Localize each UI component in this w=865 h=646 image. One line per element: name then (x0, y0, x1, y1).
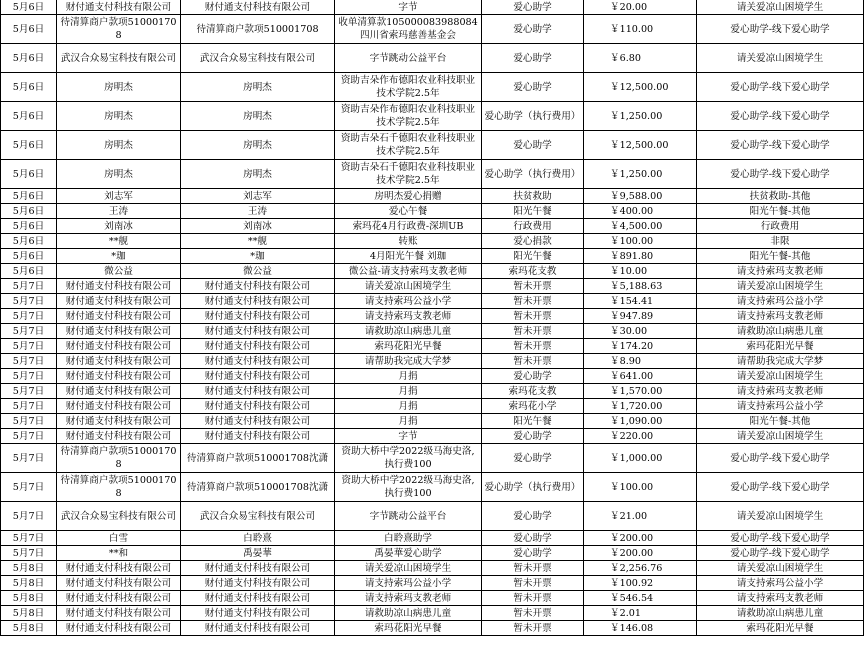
project-cell: 请关爱凉山困境学生 (697, 0, 864, 15)
date-cell: 5月7日 (1, 546, 57, 561)
category-cell: 暂未开票 (482, 576, 584, 591)
payer-cell: 财付通支付科技有限公司 (57, 591, 181, 606)
table-row (1, 160, 864, 189)
purpose-cell: 收单清算款105000083988084四川省索玛慈善基金会 (335, 15, 482, 44)
donor-cell: 财付通支付科技有限公司 (181, 309, 335, 324)
table-row (1, 444, 864, 473)
category-cell: 暂未开票 (482, 621, 584, 636)
table-row (1, 309, 864, 324)
date-cell: 5月7日 (1, 473, 57, 502)
project-cell: 请支持索玛支教老师 (697, 309, 864, 324)
category-cell: 暂未开票 (482, 309, 584, 324)
category-cell: 阳光午餐 (482, 249, 584, 264)
project-cell: 爱心助学-线下爱心助学 (697, 160, 864, 189)
amount-cell: ￥2.01 (584, 606, 697, 621)
project-cell: 请关爱凉山困境学生 (697, 44, 864, 73)
donor-cell: 武汉合众易宝科技有限公司 (181, 44, 335, 73)
category-cell: 爱心助学 (482, 44, 584, 73)
donor-cell: 白聆熹 (181, 531, 335, 546)
category-cell: 爱心助学 (482, 0, 584, 15)
payer-cell: 待清算商户款项510001708 (57, 15, 181, 44)
purpose-cell: 月捐 (335, 399, 482, 414)
payer-cell: 武汉合众易宝科技有限公司 (57, 44, 181, 73)
project-cell: 请帮助我完成大学梦 (697, 354, 864, 369)
amount-cell: ￥21.00 (584, 502, 697, 531)
date-cell: 5月6日 (1, 160, 57, 189)
table-row (1, 429, 864, 444)
date-cell: 5月8日 (1, 591, 57, 606)
date-cell: 5月8日 (1, 576, 57, 591)
payer-cell: 待清算商户款项510001708 (57, 444, 181, 473)
donor-cell: 微公益 (181, 264, 335, 279)
purpose-cell: 请支持索玛支教老师 (335, 591, 482, 606)
donor-cell: 财付通支付科技有限公司 (181, 294, 335, 309)
date-cell: 5月7日 (1, 444, 57, 473)
amount-cell: ￥400.00 (584, 204, 697, 219)
table-row (1, 369, 864, 384)
category-cell: 暂未开票 (482, 606, 584, 621)
payer-cell: 财付通支付科技有限公司 (57, 279, 181, 294)
category-cell: 爱心助学（执行费用） (482, 160, 584, 189)
category-cell: 爱心助学 (482, 546, 584, 561)
amount-cell: ￥8.90 (584, 354, 697, 369)
category-cell: 爱心助学 (482, 429, 584, 444)
amount-cell: ￥6.80 (584, 44, 697, 73)
amount-cell: ￥1,250.00 (584, 160, 697, 189)
donor-cell: 财付通支付科技有限公司 (181, 0, 335, 15)
purpose-cell: 索玛花4月行政费-深圳UB (335, 219, 482, 234)
amount-cell: ￥1,000.00 (584, 444, 697, 473)
amount-cell: ￥1,570.00 (584, 384, 697, 399)
project-cell: 爱心助学-线下爱心助学 (697, 473, 864, 502)
date-cell: 5月8日 (1, 561, 57, 576)
donor-cell: 财付通支付科技有限公司 (181, 591, 335, 606)
project-cell: 爱心助学-线下爱心助学 (697, 444, 864, 473)
table-row (1, 561, 864, 576)
date-cell: 5月6日 (1, 131, 57, 160)
amount-cell: ￥30.00 (584, 324, 697, 339)
donor-cell: 禹晏華 (181, 546, 335, 561)
purpose-cell: 资助大桥中学2022级马海史洛,执行费100 (335, 444, 482, 473)
amount-cell: ￥220.00 (584, 429, 697, 444)
donor-cell: 房明杰 (181, 102, 335, 131)
payer-cell: 财付通支付科技有限公司 (57, 309, 181, 324)
payer-cell: **和 (57, 546, 181, 561)
table-row (1, 384, 864, 399)
purpose-cell: 资助吉朵石千德阳农业科技职业技术学院2.5年 (335, 160, 482, 189)
project-cell: 索玛花阳光早餐 (697, 621, 864, 636)
purpose-cell: 转账 (335, 234, 482, 249)
date-cell: 5月7日 (1, 324, 57, 339)
project-cell: 爱心助学-线下爱心助学 (697, 531, 864, 546)
table-row (1, 606, 864, 621)
donor-cell: 财付通支付科技有限公司 (181, 354, 335, 369)
date-cell: 5月7日 (1, 309, 57, 324)
donor-cell: *珈 (181, 249, 335, 264)
purpose-cell: 字节跳动公益平台 (335, 44, 482, 73)
purpose-cell: 资助吉朵作布德阳农业科技职业技术学院2.5年 (335, 102, 482, 131)
donor-cell: 财付通支付科技有限公司 (181, 369, 335, 384)
date-cell: 5月7日 (1, 294, 57, 309)
donor-cell: 房明杰 (181, 160, 335, 189)
purpose-cell: 4月阳光午餐 刘珈 (335, 249, 482, 264)
table-row (1, 73, 864, 102)
table-row (1, 502, 864, 531)
table-row (1, 0, 864, 15)
payer-cell: 武汉合众易宝科技有限公司 (57, 502, 181, 531)
purpose-cell: 字节 (335, 429, 482, 444)
amount-cell: ￥5,188.63 (584, 279, 697, 294)
date-cell: 5月7日 (1, 339, 57, 354)
amount-cell: ￥10.00 (584, 264, 697, 279)
payer-cell: 财付通支付科技有限公司 (57, 294, 181, 309)
amount-cell: ￥12,500.00 (584, 131, 697, 160)
amount-cell: ￥9,588.00 (584, 189, 697, 204)
date-cell: 5月6日 (1, 44, 57, 73)
category-cell: 索玛花支教 (482, 264, 584, 279)
table-row (1, 15, 864, 44)
purpose-cell: 资助吉朵作布德阳农业科技职业技术学院2.5年 (335, 73, 482, 102)
donor-cell: 武汉合众易宝科技有限公司 (181, 502, 335, 531)
payer-cell: 待清算商户款项510001708 (57, 473, 181, 502)
project-cell: 阳光午餐-其他 (697, 414, 864, 429)
table-row (1, 399, 864, 414)
donor-cell: 房明杰 (181, 73, 335, 102)
date-cell: 5月7日 (1, 531, 57, 546)
payer-cell: 财付通支付科技有限公司 (57, 621, 181, 636)
project-cell: 请救助凉山病患儿童 (697, 324, 864, 339)
project-cell: 请支持索玛支教老师 (697, 591, 864, 606)
amount-cell: ￥1,250.00 (584, 102, 697, 131)
donor-cell: 待清算商户款项510001708沈潇 (181, 473, 335, 502)
category-cell: 暂未开票 (482, 591, 584, 606)
table-row (1, 354, 864, 369)
payer-cell: 房明杰 (57, 131, 181, 160)
ledger-body (1, 0, 864, 636)
table-row (1, 339, 864, 354)
table-row (1, 44, 864, 73)
project-cell: 请关爱凉山困境学生 (697, 502, 864, 531)
payer-cell: 房明杰 (57, 73, 181, 102)
payer-cell: 房明杰 (57, 160, 181, 189)
table-row (1, 473, 864, 502)
amount-cell: ￥4,500.00 (584, 219, 697, 234)
category-cell: 爱心助学（执行费用） (482, 473, 584, 502)
date-cell: 5月8日 (1, 621, 57, 636)
project-cell: 请支持索玛公益小学 (697, 576, 864, 591)
project-cell: 扶贫救助-其他 (697, 189, 864, 204)
category-cell: 暂未开票 (482, 561, 584, 576)
donor-cell: 财付通支付科技有限公司 (181, 429, 335, 444)
date-cell: 5月6日 (1, 189, 57, 204)
amount-cell: ￥100.00 (584, 473, 697, 502)
category-cell: 索玛花小学 (482, 399, 584, 414)
donor-cell: 财付通支付科技有限公司 (181, 414, 335, 429)
amount-cell: ￥12,500.00 (584, 73, 697, 102)
donor-cell: 财付通支付科技有限公司 (181, 339, 335, 354)
purpose-cell: 字节跳动公益平台 (335, 502, 482, 531)
donor-cell: 待清算商户款项510001708沈潇 (181, 444, 335, 473)
amount-cell: ￥174.20 (584, 339, 697, 354)
donor-cell: 王涛 (181, 204, 335, 219)
amount-cell: ￥891.80 (584, 249, 697, 264)
table-row (1, 621, 864, 636)
category-cell: 爱心助学（执行费用） (482, 102, 584, 131)
payer-cell: 财付通支付科技有限公司 (57, 576, 181, 591)
project-cell: 阳光午餐-其他 (697, 249, 864, 264)
payer-cell: 财付通支付科技有限公司 (57, 339, 181, 354)
project-cell: 请关爱凉山困境学生 (697, 561, 864, 576)
table-row (1, 264, 864, 279)
amount-cell: ￥641.00 (584, 369, 697, 384)
purpose-cell: 白聆熹助学 (335, 531, 482, 546)
table-row (1, 189, 864, 204)
payer-cell: 微公益 (57, 264, 181, 279)
date-cell: 5月7日 (1, 354, 57, 369)
amount-cell: ￥2,256.76 (584, 561, 697, 576)
amount-cell: ￥100.00 (584, 234, 697, 249)
table-row (1, 102, 864, 131)
amount-cell: ￥146.08 (584, 621, 697, 636)
donor-cell: 房明杰 (181, 131, 335, 160)
payer-cell: 财付通支付科技有限公司 (57, 354, 181, 369)
payer-cell: 财付通支付科技有限公司 (57, 369, 181, 384)
purpose-cell: 请救助凉山病患儿童 (335, 324, 482, 339)
category-cell: 行政费用 (482, 219, 584, 234)
date-cell: 5月8日 (1, 606, 57, 621)
purpose-cell: 请帮助我完成大学梦 (335, 354, 482, 369)
date-cell: 5月6日 (1, 0, 57, 15)
table-row (1, 131, 864, 160)
purpose-cell: 月捐 (335, 384, 482, 399)
category-cell: 索玛花支教 (482, 384, 584, 399)
amount-cell: ￥1,090.00 (584, 414, 697, 429)
amount-cell: ￥546.54 (584, 591, 697, 606)
payer-cell: 财付通支付科技有限公司 (57, 561, 181, 576)
amount-cell: ￥20.00 (584, 0, 697, 15)
project-cell: 爱心助学-线下爱心助学 (697, 131, 864, 160)
payer-cell: 白雪 (57, 531, 181, 546)
table-row (1, 591, 864, 606)
purpose-cell: 索玛花阳光早餐 (335, 339, 482, 354)
date-cell: 5月7日 (1, 384, 57, 399)
date-cell: 5月7日 (1, 399, 57, 414)
date-cell: 5月7日 (1, 429, 57, 444)
payer-cell: 财付通支付科技有限公司 (57, 0, 181, 15)
purpose-cell: 微公益-请支持索玛支教老师 (335, 264, 482, 279)
table-row (1, 546, 864, 561)
donor-cell: 财付通支付科技有限公司 (181, 606, 335, 621)
donor-cell: 财付通支付科技有限公司 (181, 399, 335, 414)
category-cell: 暂未开票 (482, 339, 584, 354)
project-cell: 爱心助学-线下爱心助学 (697, 546, 864, 561)
purpose-cell: 月捐 (335, 369, 482, 384)
table-row (1, 219, 864, 234)
donor-cell: 财付通支付科技有限公司 (181, 384, 335, 399)
date-cell: 5月6日 (1, 15, 57, 44)
purpose-cell: 爱心午餐 (335, 204, 482, 219)
table-row (1, 234, 864, 249)
purpose-cell: 资助吉朵石千德阳农业科技职业技术学院2.5年 (335, 131, 482, 160)
category-cell: 阳光午餐 (482, 414, 584, 429)
table-row (1, 576, 864, 591)
donor-cell: 待清算商户款项510001708 (181, 15, 335, 44)
donor-cell: 财付通支付科技有限公司 (181, 324, 335, 339)
donor-cell: 财付通支付科技有限公司 (181, 621, 335, 636)
payer-cell: 财付通支付科技有限公司 (57, 606, 181, 621)
category-cell: 爱心助学 (482, 369, 584, 384)
category-cell: 爱心助学 (482, 502, 584, 531)
date-cell: 5月7日 (1, 279, 57, 294)
payer-cell: *珈 (57, 249, 181, 264)
payer-cell: **舰 (57, 234, 181, 249)
amount-cell: ￥154.41 (584, 294, 697, 309)
category-cell: 暂未开票 (482, 324, 584, 339)
purpose-cell: 月捐 (335, 414, 482, 429)
project-cell: 请支持索玛支教老师 (697, 384, 864, 399)
project-cell: 请关爱凉山困境学生 (697, 429, 864, 444)
amount-cell: ￥100.92 (584, 576, 697, 591)
purpose-cell: 请支持索玛公益小学 (335, 294, 482, 309)
amount-cell: ￥200.00 (584, 531, 697, 546)
project-cell: 请支持索玛公益小学 (697, 294, 864, 309)
category-cell: 暂未开票 (482, 279, 584, 294)
category-cell: 爱心助学 (482, 444, 584, 473)
payer-cell: 刘南冰 (57, 219, 181, 234)
category-cell: 爱心助学 (482, 15, 584, 44)
donor-cell: 财付通支付科技有限公司 (181, 279, 335, 294)
amount-cell: ￥200.00 (584, 546, 697, 561)
donor-cell: 财付通支付科技有限公司 (181, 576, 335, 591)
date-cell: 5月6日 (1, 249, 57, 264)
donor-cell: 刘志军 (181, 189, 335, 204)
payer-cell: 财付通支付科技有限公司 (57, 384, 181, 399)
project-cell: 爱心助学-线下爱心助学 (697, 102, 864, 131)
date-cell: 5月6日 (1, 102, 57, 131)
amount-cell: ￥947.89 (584, 309, 697, 324)
payer-cell: 财付通支付科技有限公司 (57, 429, 181, 444)
purpose-cell: 字节 (335, 0, 482, 15)
date-cell: 5月6日 (1, 219, 57, 234)
project-cell: 行政费用 (697, 219, 864, 234)
project-cell: 请救助凉山病患儿童 (697, 606, 864, 621)
category-cell: 阳光午餐 (482, 204, 584, 219)
purpose-cell: 禹晏華爱心助学 (335, 546, 482, 561)
date-cell: 5月6日 (1, 264, 57, 279)
purpose-cell: 请关爱凉山困境学生 (335, 279, 482, 294)
purpose-cell: 请支持索玛公益小学 (335, 576, 482, 591)
purpose-cell: 房明杰爱心捐赠 (335, 189, 482, 204)
purpose-cell: 请支持索玛支教老师 (335, 309, 482, 324)
date-cell: 5月7日 (1, 369, 57, 384)
purpose-cell: 请关爱凉山困境学生 (335, 561, 482, 576)
category-cell: 爱心捐款 (482, 234, 584, 249)
donor-cell: **舰 (181, 234, 335, 249)
table-row (1, 324, 864, 339)
project-cell: 请支持索玛支教老师 (697, 264, 864, 279)
category-cell: 爱心助学 (482, 73, 584, 102)
project-cell: 请关爱凉山困境学生 (697, 369, 864, 384)
donor-cell: 刘南冰 (181, 219, 335, 234)
project-cell: 请关爱凉山困境学生 (697, 279, 864, 294)
date-cell: 5月6日 (1, 73, 57, 102)
purpose-cell: 请救助凉山病患儿童 (335, 606, 482, 621)
table-row (1, 204, 864, 219)
date-cell: 5月7日 (1, 414, 57, 429)
payer-cell: 房明杰 (57, 102, 181, 131)
date-cell: 5月7日 (1, 502, 57, 531)
payer-cell: 刘志军 (57, 189, 181, 204)
payer-cell: 财付通支付科技有限公司 (57, 324, 181, 339)
category-cell: 爱心助学 (482, 131, 584, 160)
category-cell: 爱心助学 (482, 531, 584, 546)
table-row (1, 531, 864, 546)
amount-cell: ￥1,720.00 (584, 399, 697, 414)
purpose-cell: 资助大桥中学2022级马海史洛,执行费100 (335, 473, 482, 502)
category-cell: 扶贫救助 (482, 189, 584, 204)
category-cell: 暂未开票 (482, 294, 584, 309)
date-cell: 5月6日 (1, 204, 57, 219)
payer-cell: 王涛 (57, 204, 181, 219)
project-cell: 请支持索玛公益小学 (697, 399, 864, 414)
project-cell: 索玛花阳光早餐 (697, 339, 864, 354)
purpose-cell: 索玛花阳光早餐 (335, 621, 482, 636)
project-cell: 阳光午餐-其他 (697, 204, 864, 219)
category-cell: 暂未开票 (482, 354, 584, 369)
table-row (1, 414, 864, 429)
table-row (1, 294, 864, 309)
payer-cell: 财付通支付科技有限公司 (57, 399, 181, 414)
donor-cell: 财付通支付科技有限公司 (181, 561, 335, 576)
table-row (1, 279, 864, 294)
amount-cell: ￥110.00 (584, 15, 697, 44)
payer-cell: 财付通支付科技有限公司 (57, 414, 181, 429)
project-cell: 爱心助学-线下爱心助学 (697, 73, 864, 102)
project-cell: 非限 (697, 234, 864, 249)
table-row (1, 249, 864, 264)
project-cell: 爱心助学-线下爱心助学 (697, 15, 864, 44)
date-cell: 5月6日 (1, 234, 57, 249)
